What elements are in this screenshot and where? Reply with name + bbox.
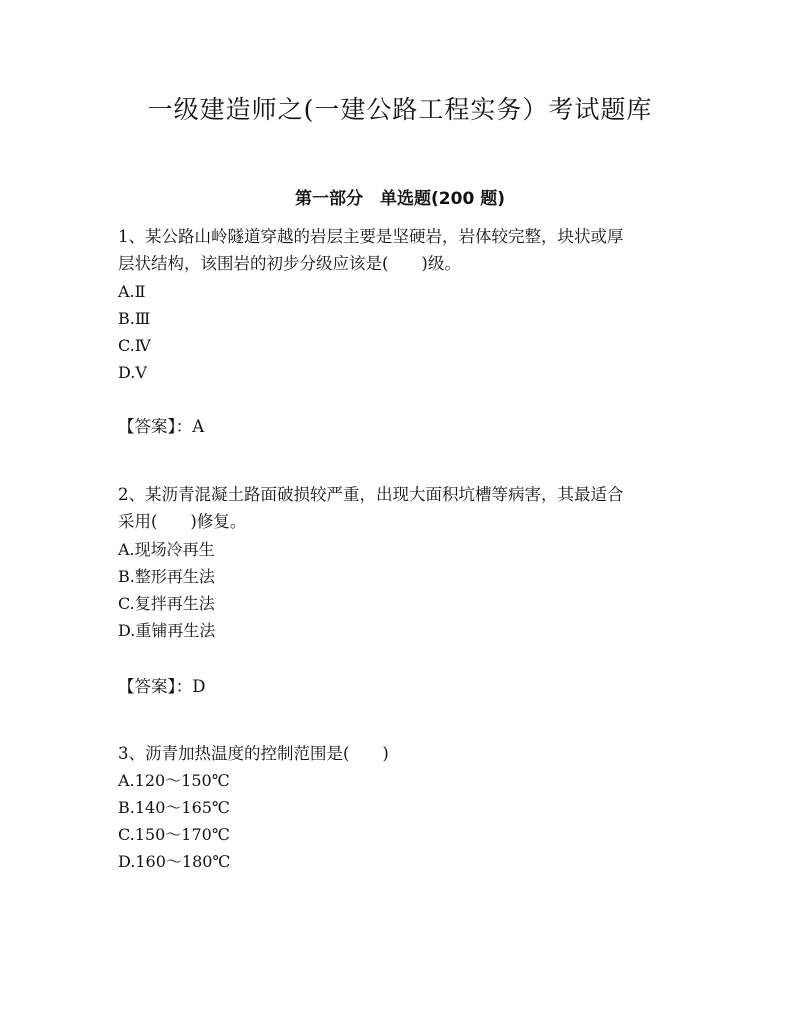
document-title: 一级建造师之(一建公路工程实务）考试题库 [147, 95, 653, 124]
question-3-option-a: A.120～150℃ [118, 771, 230, 790]
section-title: 第一部分 单选题(200 题) [295, 189, 505, 209]
question-1-stem-line2: 层状结构，该围岩的初步分级应该是( )级。 [118, 254, 461, 273]
question-2-stem-line1: 2、某沥青混凝土路面破损较严重，出现大面积坑槽等病害，其最适合 [118, 485, 624, 504]
question-3-option-b: B.140～165℃ [118, 798, 230, 817]
question-1-option-c: C.Ⅳ [118, 336, 151, 355]
question-2-stem-line2: 采用( )修复。 [118, 512, 247, 531]
question-2-option-c: C.复拌再生法 [118, 594, 215, 613]
question-1-answer: 【答案】：A [118, 417, 205, 436]
question-3-option-d: D.160～180℃ [118, 852, 231, 871]
question-2-option-b: B.整形再生法 [118, 567, 215, 586]
question-3-stem-line1: 3、沥青加热温度的控制范围是( ) [118, 744, 389, 763]
question-1-option-d: D.Ⅴ [118, 363, 147, 382]
question-3-option-c: C.150～170℃ [118, 825, 230, 844]
question-1-option-a: A.Ⅱ [118, 282, 146, 301]
question-1-stem-line1: 1、某公路山岭隧道穿越的岩层主要是坚硬岩，岩体较完整，块状或厚 [118, 227, 624, 246]
question-2-option-a: A.现场冷再生 [118, 540, 215, 559]
question-2-option-d: D.重铺再生法 [118, 621, 216, 640]
question-2-answer: 【答案】：D [118, 677, 206, 696]
question-1-option-b: B.Ⅲ [118, 309, 151, 328]
